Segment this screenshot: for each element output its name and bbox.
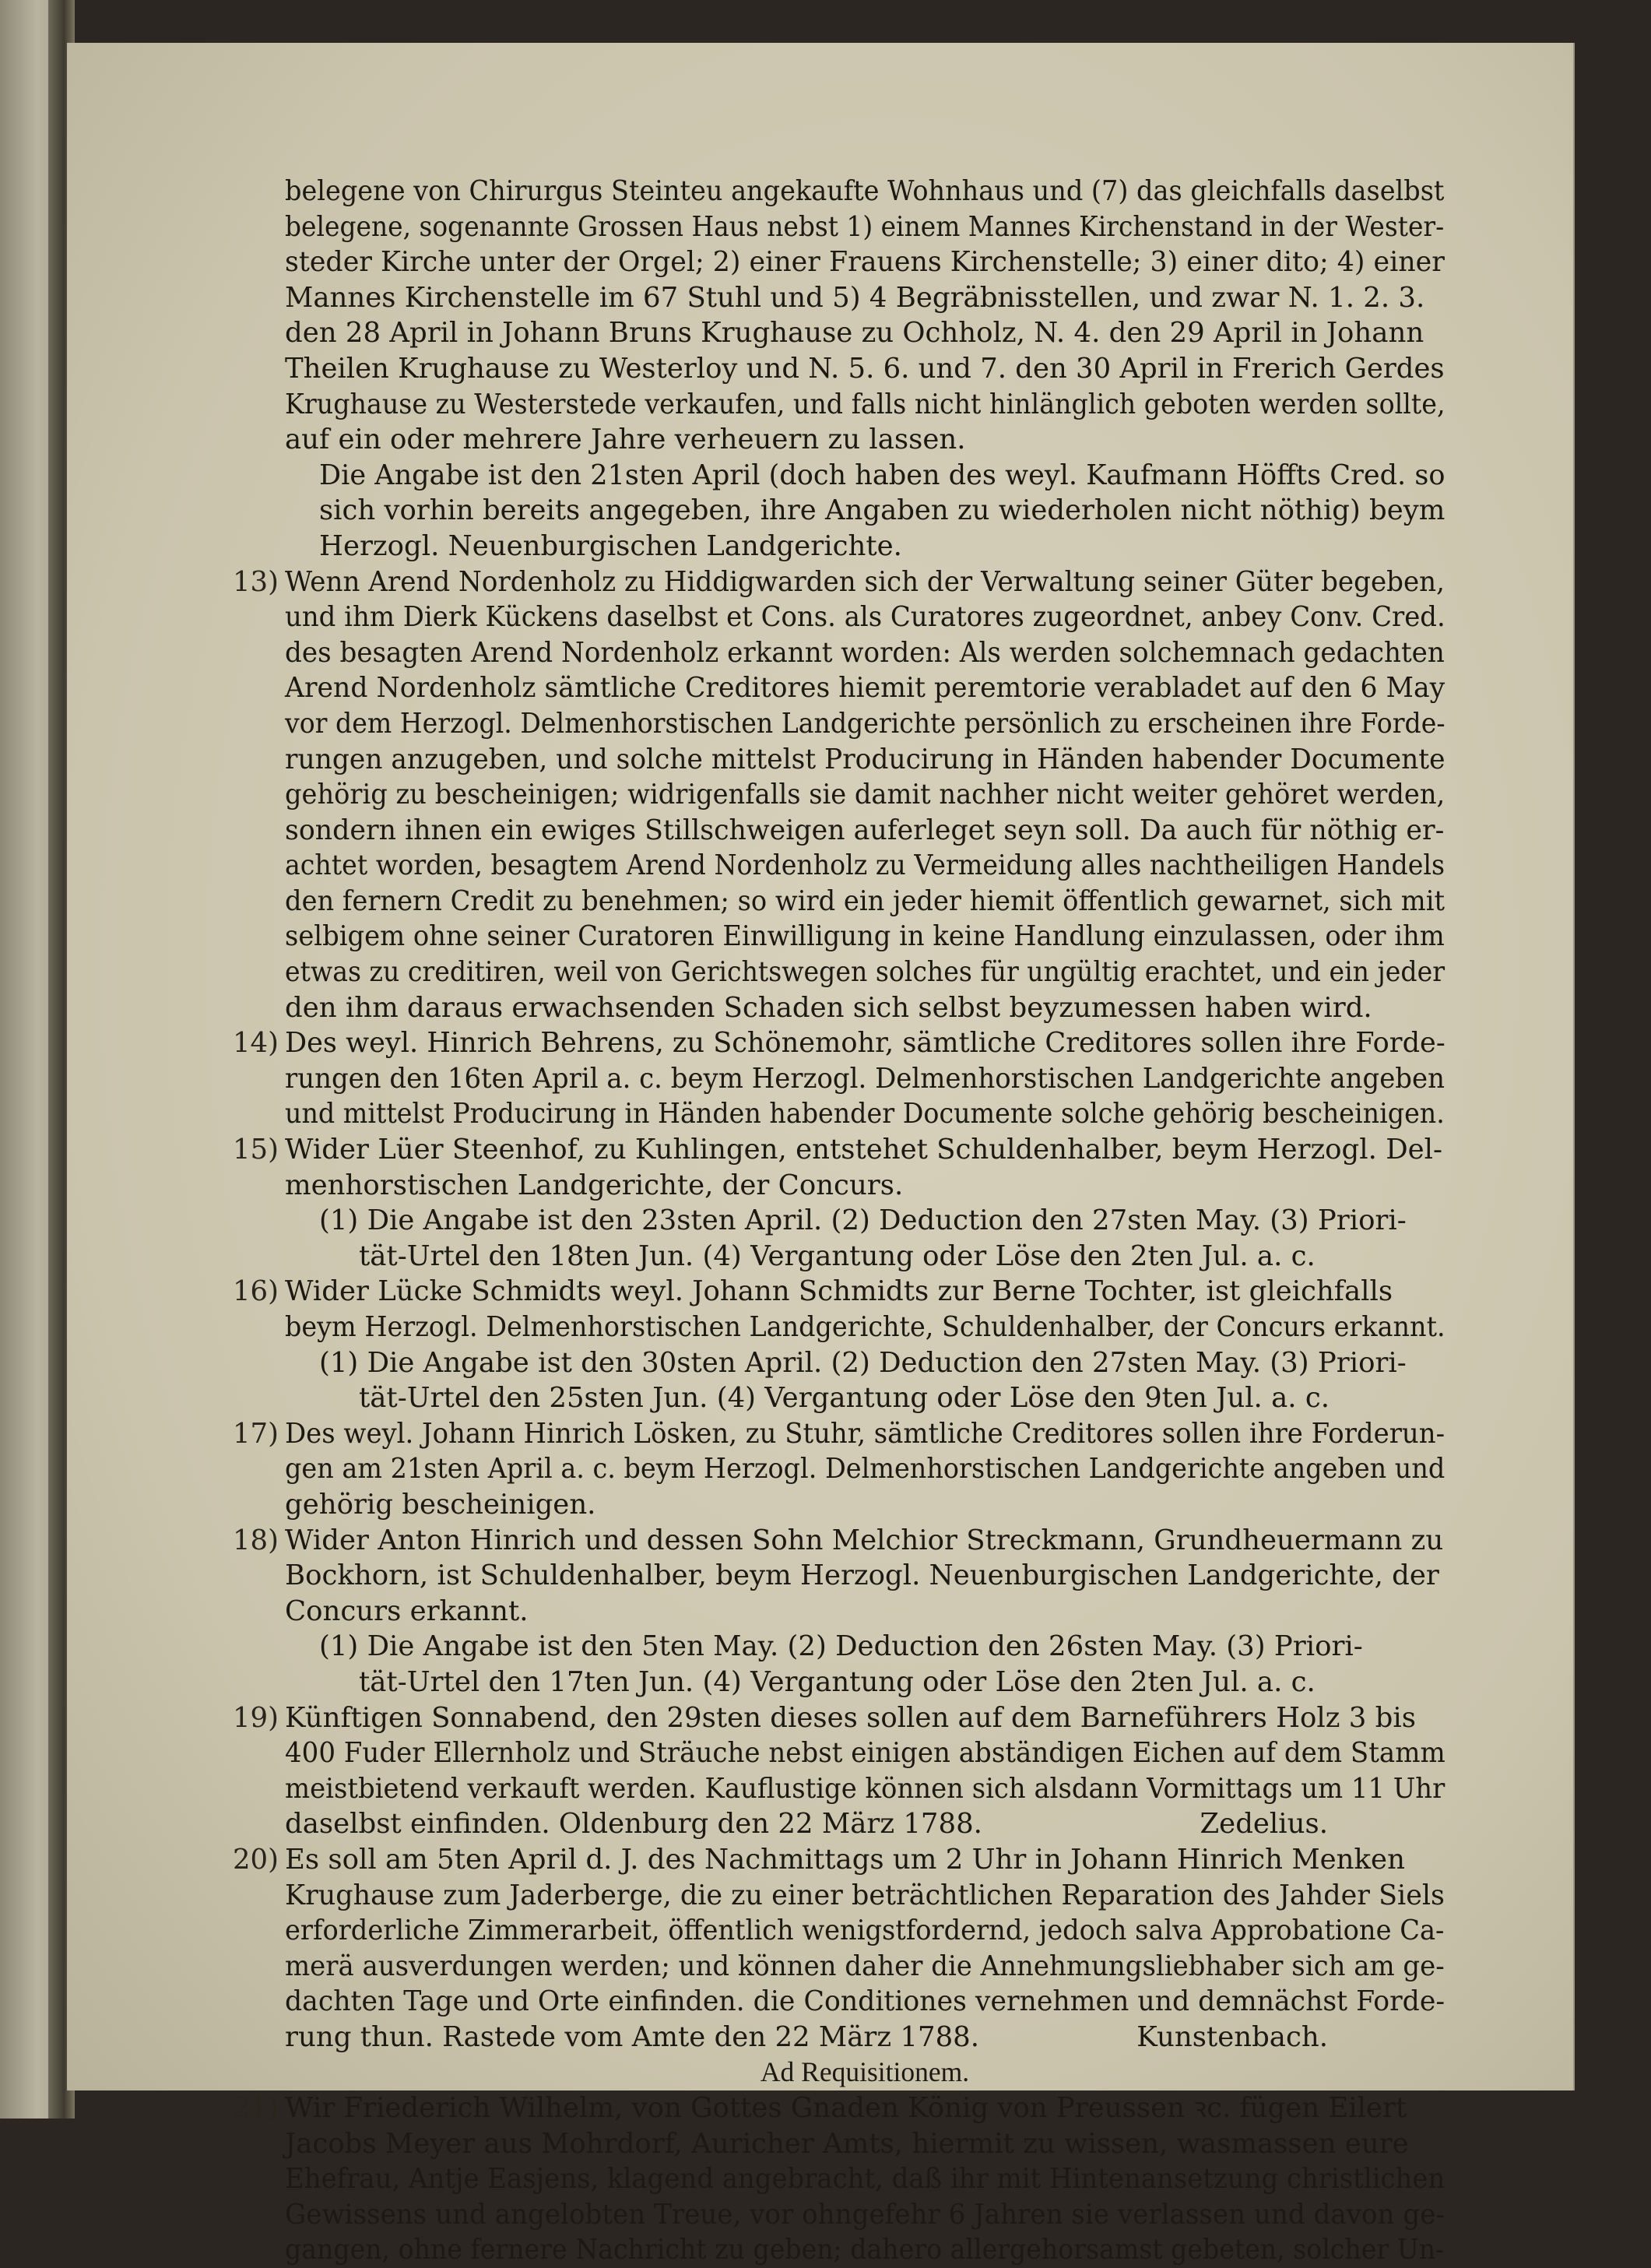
text-line bbox=[285, 387, 1445, 423]
text-line bbox=[285, 1806, 1445, 1842]
line-text: gangen, ohne fernere Nachricht zu geben; dahero allergehorsamst gebeten, solcher Un- bbox=[285, 2234, 1445, 2266]
line-text: Es soll am 5ten April d. J. des Nachmittags um 2 Uhr in Johann Hinrich Menken bbox=[285, 1843, 1405, 1876]
line-text: menhorstischen Landgerichte, der Concurs. bbox=[285, 1169, 904, 1201]
text-line bbox=[285, 1487, 1445, 1523]
document-page bbox=[67, 43, 1575, 2266]
text-line bbox=[232, 1842, 1445, 1878]
text-line bbox=[285, 2020, 1445, 2055]
section-heading: Ad Requisitionem. bbox=[760, 2056, 970, 2088]
line-text: (1) Die Angabe ist den 5ten May. (2) Deduction den 26sten May. (3) Priori- bbox=[319, 1630, 1363, 1663]
line-text: Bockhorn, ist Schuldenhalber, beym Herzogl. Neuenburgischen Landgerichte, der bbox=[285, 1559, 1439, 1592]
text-line bbox=[285, 422, 1445, 458]
line-text: Krughause zum Jaderberge, die zu einer beträchtlichen Reparation des Jahder Siels bbox=[285, 1879, 1445, 1911]
line-text: Arend Nordenholz sämtliche Creditores hiemit peremtorie verabladet auf den 6 May bbox=[285, 672, 1446, 705]
line-text: gehörig zu bescheinigen; widrigenfalls sie damit nachher nicht weiter gehöret werden, bbox=[285, 779, 1446, 811]
text-line bbox=[232, 564, 1445, 600]
entry-number: 16) bbox=[232, 1275, 279, 1308]
text-line bbox=[285, 600, 1445, 635]
line-text: selbigem ohne seiner Curatoren Einwilligung in keine Handlung einzulassen, oder ihm bbox=[285, 920, 1445, 953]
text-line bbox=[285, 2197, 1445, 2233]
line-text: auf ein oder mehrere Jahre verheuern zu lassen. bbox=[285, 424, 966, 456]
line-text: (1) Die Angabe ist den 30sten April. (2) Deduction den 27sten May. (3) Priori- bbox=[319, 1346, 1407, 1379]
line-text: des besagten Arend Nordenholz erkannt worden: Als werden solchemnach gedachten bbox=[285, 636, 1445, 669]
line-text: Des weyl. Hinrich Behrens, zu Schönemohr, sämtliche Creditores sollen ihre Forde- bbox=[285, 1027, 1446, 1060]
text-line bbox=[285, 1168, 1445, 1204]
line-text: Wenn Arend Nordenholz zu Hiddigwarden sich der Verwaltung seiner Güter begeben, bbox=[285, 565, 1445, 598]
text-line bbox=[285, 351, 1445, 387]
text-line bbox=[285, 493, 1445, 529]
line-text: Die Angabe ist den 21sten April (doch haben des weyl. Kaufmann Höffts Cred. so bbox=[319, 459, 1446, 491]
entry-number: 21) bbox=[232, 2092, 279, 2125]
line-text: rungen den 16ten April a. c. beym Herzogl. Delmenhorstischen Landgerichte angeben bbox=[285, 1062, 1445, 1095]
line-text: dachten Tage und Orte einfinden. die Conditiones vernehmen und demnächst Forde- bbox=[285, 1985, 1446, 2018]
line-text: Wir Friederich Wilhelm, von Gottes Gnaden König von Preussen ꝛc. fügen Eilert bbox=[285, 2092, 1407, 2125]
text-line bbox=[285, 1345, 1445, 1381]
line-text: den 28 April in Johann Bruns Krughause zu Ochholz, N. 4. den 29 April in Johann bbox=[285, 317, 1424, 350]
text-line bbox=[285, 209, 1445, 245]
line-text: vor dem Herzogl. Delmenhorstischen Landgerichte persönlich zu erscheinen ihre Forde- bbox=[285, 707, 1446, 740]
line-text: Wider Lüer Steenhof, zu Kuhlingen, entstehet Schuldenhalber, beym Herzogl. Del- bbox=[285, 1134, 1443, 1166]
text-line bbox=[285, 848, 1445, 884]
line-text: sondern ihnen ein ewiges Stillschweigen auferleget seyn soll. Da auch für nöthig er- bbox=[285, 814, 1445, 846]
line-text: Künftigen Sonnabend, den 29sten dieses sollen auf dem Barneführers Holz 3 bis bbox=[285, 1701, 1416, 1734]
text-line bbox=[232, 1025, 1446, 1061]
text-line bbox=[285, 1735, 1445, 1771]
line-text: Krughause zu Westerstede verkaufen, und falls nicht hinlänglich geboten werden sollte, bbox=[285, 388, 1446, 420]
text-line bbox=[285, 813, 1445, 849]
line-text: (1) Die Angabe ist den 23sten April. (2) Deduction den 27sten May. (3) Priori- bbox=[319, 1204, 1407, 1237]
line-text: und ihm Dierk Kückens daselbst et Cons. als Curatores zugeordnet, anbey Conv. Cred. bbox=[285, 601, 1446, 634]
text-line bbox=[285, 1629, 1445, 1665]
text-line bbox=[285, 955, 1445, 990]
text-line bbox=[285, 1061, 1445, 1097]
line-text: den fernern Credit zu benehmen; so wird ein jeder hiemit öffentlich gewarnet, sich mit bbox=[285, 884, 1446, 917]
text-line bbox=[285, 1558, 1445, 1594]
text-line bbox=[232, 2090, 1445, 2126]
text-line bbox=[285, 1984, 1445, 2020]
line-text: Ehefrau, Antje Easjens, klagend angebracht, daß ihr mit Hintenansetzung christlichen bbox=[285, 2163, 1446, 2196]
text-line bbox=[285, 1380, 1445, 1416]
entry-number: 19) bbox=[232, 1701, 279, 1734]
line-text: belegene von Chirurgus Steinteu angekaufte Wohnhaus und (7) das gleichfalls daselbst bbox=[285, 175, 1445, 207]
line-text: sich vorhin bereits angegeben, ihre Angaben zu wiederholen nicht nöthig) beym bbox=[319, 494, 1446, 527]
line-text: Concurs erkannt. bbox=[285, 1595, 529, 1627]
text-line bbox=[285, 990, 1445, 1026]
line-text: rung thun. Rastede vom Amte den 22 März 1788. bbox=[285, 2020, 980, 2053]
text-line bbox=[285, 2232, 1445, 2268]
line-text: meistbietend verkauft werden. Kauflustige können sich alsdann Vormittags um 11 Uhr bbox=[285, 1772, 1446, 1805]
entry-number: 17) bbox=[232, 1417, 279, 1450]
line-text: merä ausverdungen werden; und können daher die Annehmungsliebhaber sich am ge- bbox=[285, 1950, 1445, 1982]
line-text: tät-Urtel den 25sten Jun. (4) Vergantung oder Löse den 9ten Jul. a. c. bbox=[359, 1382, 1330, 1415]
line-text: beym Herzogl. Delmenhorstischen Landgerichte, Schuldenhalber, der Concurs erkannt. bbox=[285, 1311, 1446, 1343]
line-text: belegene, sogenannte Grossen Haus nebst 1) einem Mannes Kirchenstand in der Wester- bbox=[285, 210, 1445, 243]
text-line bbox=[285, 1771, 1445, 1807]
text-line bbox=[285, 635, 1445, 671]
text-line bbox=[285, 1239, 1445, 1275]
line-text: 400 Fuder Ellernholz und Sträuche nebst einigen abständigen Eichen auf dem Stamm bbox=[285, 1737, 1446, 1770]
text-line bbox=[285, 529, 1445, 564]
line-text: den ihm daraus erwachsenden Schaden sich selbst beyzumessen haben wird. bbox=[285, 991, 1372, 1024]
text-line bbox=[285, 1665, 1445, 1700]
line-text: gen am 21sten April a. c. beym Herzogl. Delmenhorstischen Landgerichte angeben und bbox=[285, 1453, 1446, 1486]
line-text: Herzogl. Neuenburgischen Landgerichte. bbox=[319, 529, 902, 562]
signature-name: Zedelius. bbox=[1200, 1808, 1328, 1841]
text-line bbox=[285, 777, 1445, 813]
text-line bbox=[285, 280, 1445, 316]
text-line bbox=[285, 884, 1445, 920]
line-text: Gewissens und angelobten Treue, vor ohngefehr 6 Jahren sie verlassen und davon ge- bbox=[285, 2198, 1445, 2231]
line-text: Wider Anton Hinrich und dessen Sohn Melchior Streckmann, Grundheuermann zu bbox=[285, 1524, 1444, 1556]
entry-number: 13) bbox=[232, 565, 279, 598]
text-line bbox=[232, 1700, 1445, 1736]
text-line bbox=[232, 1523, 1445, 1559]
line-text: achtet worden, besagtem Arend Nordenholz zu Vermeidung alles nachtheiligen Handels bbox=[285, 849, 1446, 882]
line-text: Mannes Kirchenstelle im 67 Stuhl und 5) 4 Begräbnisstellen, und zwar N. 1. 2. 3. bbox=[285, 281, 1425, 314]
text-line bbox=[285, 1451, 1445, 1487]
text-line bbox=[285, 1310, 1445, 1345]
text-line bbox=[285, 670, 1445, 706]
line-text: und mittelst Producirung in Händen habender Documente solche gehörig bescheinigen. bbox=[285, 1098, 1445, 1130]
text-line bbox=[285, 315, 1445, 351]
line-text: rungen anzugeben, und solche mittelst Producirung in Händen habender Documente bbox=[285, 743, 1446, 775]
text-line bbox=[232, 1132, 1445, 1168]
text-line bbox=[285, 2161, 1445, 2197]
text-line bbox=[232, 1274, 1445, 1310]
text-line bbox=[285, 1594, 1445, 1630]
line-text: erforderliche Zimmerarbeit, öffentlich wenigstfordernd, jedoch salva Approbatione Ca- bbox=[285, 1915, 1445, 1947]
entry-number: 20) bbox=[232, 1843, 279, 1876]
page-text bbox=[232, 174, 1446, 2268]
line-text: Theilen Krughause zu Westerloy und N. 5. 6. und 7. den 30 April in Frerich Gerdes bbox=[285, 352, 1445, 385]
text-line bbox=[285, 1878, 1445, 1914]
entry-number: 15) bbox=[232, 1134, 279, 1166]
line-text: tät-Urtel den 18ten Jun. (4) Vergantung oder Löse den 2ten Jul. a. c. bbox=[359, 1239, 1316, 1272]
text-line bbox=[285, 1096, 1445, 1132]
text-line bbox=[285, 1913, 1445, 1949]
line-text: Jacobs Meyer aus Mohrdorf, Auricher Amts, hiermit zu wissen, wasmassen eure bbox=[285, 2127, 1409, 2160]
text-line bbox=[232, 1416, 1446, 1452]
signature-name: Kunstenbach. bbox=[1136, 2020, 1328, 2053]
text-line bbox=[285, 1949, 1445, 1985]
text-line bbox=[285, 919, 1445, 955]
text-line bbox=[285, 1203, 1445, 1239]
text-line bbox=[285, 2126, 1445, 2162]
line-text: steder Kirche unter der Orgel; 2) einer Frauens Kirchenstelle; 3) einer dito; 4) einer bbox=[285, 246, 1445, 279]
line-text: tät-Urtel den 17ten Jun. (4) Vergantung oder Löse den 2ten Jul. a. c. bbox=[359, 1665, 1316, 1698]
text-line bbox=[285, 244, 1445, 280]
line-text: daselbst einfinden. Oldenburg den 22 März 1788. bbox=[285, 1808, 982, 1841]
line-text: Wider Lücke Schmidts weyl. Johann Schmidts zur Berne Tochter, ist gleichfalls bbox=[285, 1275, 1393, 1308]
text-line bbox=[285, 742, 1445, 778]
text-line bbox=[285, 174, 1445, 209]
entry-number: 18) bbox=[232, 1524, 279, 1556]
line-text: gehörig bescheinigen. bbox=[285, 1488, 596, 1521]
text-line bbox=[285, 706, 1445, 742]
line-text: etwas zu creditiren, weil von Gerichtswegen solches für ungültig erachtet, und ein jeder bbox=[285, 956, 1446, 989]
line-text: Des weyl. Johann Hinrich Lösken, zu Stuhr, sämtliche Creditores sollen ihre Forderun- bbox=[285, 1417, 1446, 1450]
entry-number: 14) bbox=[232, 1027, 279, 1060]
text-line bbox=[285, 458, 1445, 494]
